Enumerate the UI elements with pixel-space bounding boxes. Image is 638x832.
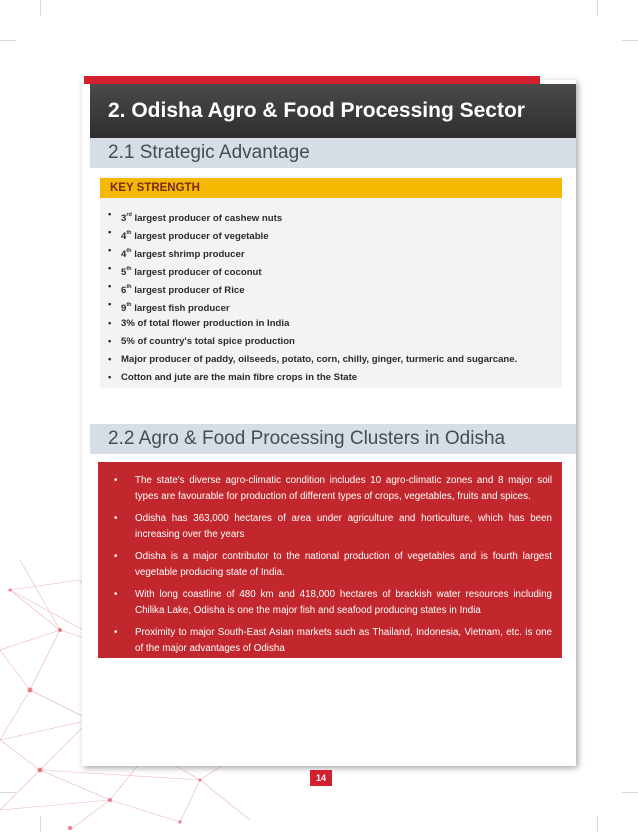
section-heading-strategic-advantage: 2.1 Strategic Advantage xyxy=(90,138,576,168)
accent-bar xyxy=(84,76,540,84)
bullet-icon: • xyxy=(114,513,118,524)
page-title: 2. Odisha Agro & Food Processing Sector xyxy=(90,84,576,138)
bullet-icon: • xyxy=(108,281,112,293)
list-item: • Major producer of paddy, oilseeds, potato, corn, chilly, ginger, turmeric and sugarcane. xyxy=(108,351,558,369)
crop-mark xyxy=(622,40,638,41)
list-item: • Proximity to major South-East Asian markets such as Thailand, Indonesia, Vietnam, etc. is one of the major advantages of Odisha xyxy=(114,627,552,654)
bullet-icon: • xyxy=(108,299,112,311)
bullet-icon: • xyxy=(114,475,118,486)
bullet-icon: • xyxy=(114,589,118,600)
clusters-list xyxy=(114,473,552,663)
list-item: • 9th largest fish producer xyxy=(108,296,558,314)
crop-mark xyxy=(622,792,638,793)
page-number: 14 xyxy=(310,770,332,786)
bullet-icon: • xyxy=(108,353,112,365)
crop-mark xyxy=(597,0,598,16)
list-item: • 3rd largest producer of cashew nuts xyxy=(108,206,558,224)
list-item: • With long coastline of 480 km and 418,000 hectares of brackish water resources including Chilika Lake, Odisha is one the major fish and seafood producing states in India xyxy=(114,589,552,616)
bullet-icon: • xyxy=(114,627,118,638)
section-heading-clusters: 2.2 Agro & Food Processing Clusters in Odisha xyxy=(90,424,576,454)
crop-mark xyxy=(0,40,16,41)
bullet-icon: • xyxy=(108,263,112,275)
crop-mark xyxy=(597,816,598,832)
list-item: • 3% of total flower production in India xyxy=(108,315,558,333)
bullet-icon: • xyxy=(108,245,112,257)
list-item: • Cotton and jute are the main fibre crops in the State xyxy=(108,369,558,387)
bullet-icon: • xyxy=(108,371,112,383)
crop-mark xyxy=(40,0,41,16)
list-item: • Odisha has 363,000 hectares of area under agriculture and horticulture, which has been increasing over the years xyxy=(114,513,552,540)
list-item: • Odisha is a major contributor to the national production of vegetables and is fourth largest vegetable producing state of India. xyxy=(114,551,552,578)
list-item: • 5th largest producer of coconut xyxy=(108,260,558,278)
bullet-icon: • xyxy=(114,551,118,562)
bullet-icon: • xyxy=(108,317,112,329)
bullet-icon: • xyxy=(108,227,112,239)
list-item: • 6th largest producer of Rice xyxy=(108,278,558,296)
bullet-icon: • xyxy=(108,335,112,347)
list-item: • The state's diverse agro-climatic condition includes 10 agro-climatic zones and 8 major soil types are favourable for production of different types of crops, vegetables, fruits and spices. xyxy=(114,475,552,502)
list-item: • 4th largest producer of vegetable xyxy=(108,224,558,242)
key-strength-heading: KEY STRENGTH xyxy=(100,178,562,198)
key-strength-list xyxy=(108,206,558,387)
list-item: • 5% of country's total spice production xyxy=(108,333,558,351)
list-item: • 4th largest shrimp producer xyxy=(108,242,558,260)
bullet-icon: • xyxy=(108,209,112,220)
